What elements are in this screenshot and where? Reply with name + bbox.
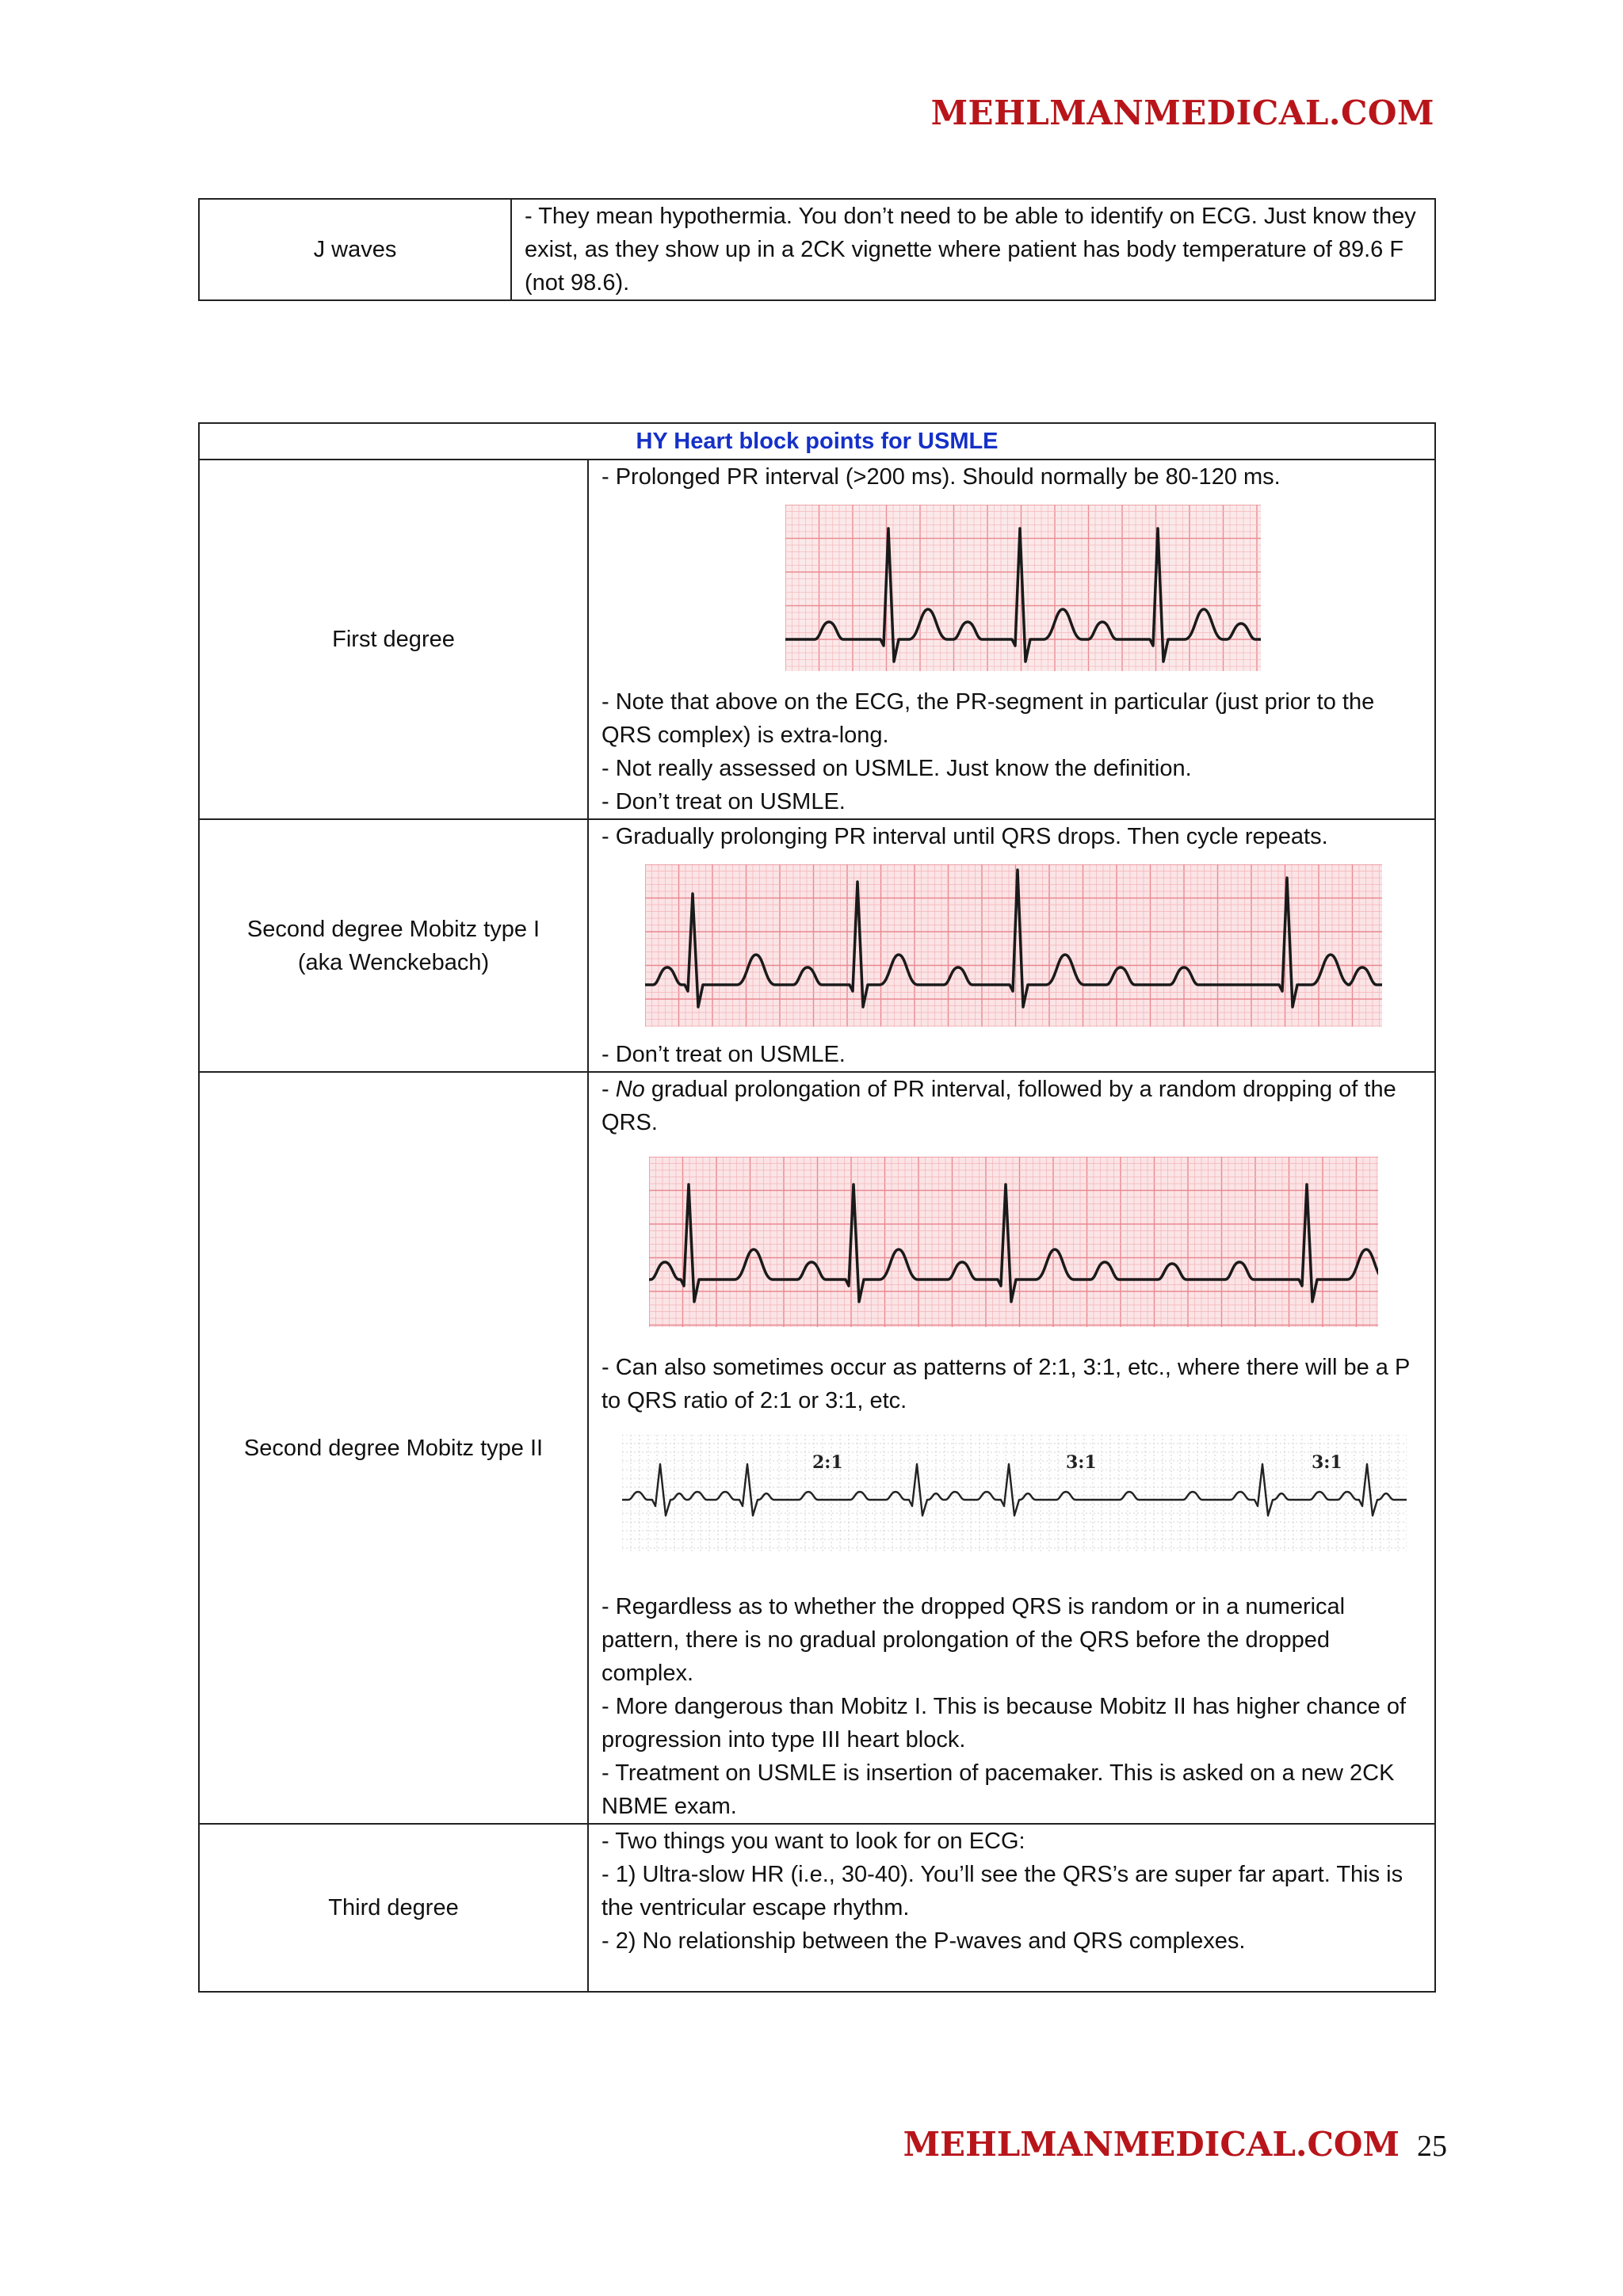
mobitz-2-line: - No gradual prolongation of PR interval, followed by a random dropping of the QRS.	[601, 1077, 1396, 1135]
mobitz-2-label: Second degree Mobitz type II	[199, 1072, 588, 1824]
mobitz-1-label	[199, 819, 588, 1072]
first-degree-line: - Prolonged PR interval (>200 ms). Should normally be 80-120 ms.	[601, 464, 1281, 490]
mobitz-1-label-line: (aka Wenckebach)	[297, 949, 490, 975]
third-degree-line: - 2) No relationship between the P-waves and QRS complexes.	[601, 1928, 1246, 1954]
mobitz-2-line: - Regardless as to whether the dropped QRS is random or in a numerical pattern, there is no gradual prolongation of the QRS before the dropped complex.	[601, 1594, 1346, 1686]
first-degree-label: First degree	[199, 460, 588, 819]
heart-block-title: HY Heart block points for USMLE	[199, 423, 1435, 460]
ratio-label: 3:1	[1312, 1452, 1342, 1473]
third-degree-content	[588, 1824, 1435, 1992]
first-degree-line: - Don’t treat on USMLE.	[601, 789, 846, 814]
first-degree-ecg	[601, 505, 1422, 671]
mobitz-2-ecg-strip	[649, 1157, 1378, 1327]
j-waves-text: - They mean hypothermia. You don’t need to be able to identify on ECG. Just know they exist, as they show up in a 2CK vignette where patient has body temperature of 89.6 F (not 98.6).	[511, 199, 1435, 300]
third-degree-line: - Two things you want to look for on ECG:	[601, 1829, 1025, 1854]
first-degree-line: - Not really assessed on USMLE. Just know the definition.	[601, 756, 1192, 781]
brand-footer: MEHLMANMEDICAL.COM	[903, 2125, 1400, 2164]
mobitz-1-label-line: Second degree Mobitz type I	[246, 916, 540, 942]
first-degree-ecg-strip	[785, 505, 1261, 671]
j-waves-label: J waves	[199, 199, 511, 300]
first-degree-line: - Note that above on the ECG, the PR-segment in particular (just prior to the QRS complex) is extra-long.	[601, 689, 1375, 748]
mobitz-1-content	[588, 819, 1435, 1072]
brand-header: MEHLMANMEDICAL.COM	[930, 93, 1434, 132]
mobitz-2-line: - Treatment on USMLE is insertion of pacemaker. This is asked on a new 2CK NBME exam.	[601, 1760, 1395, 1819]
mobitz-2-line: - More dangerous than Mobitz I. This is because Mobitz II has higher chance of progression into type III heart block.	[601, 1694, 1406, 1753]
mobitz-2-content	[588, 1072, 1435, 1824]
page-footer	[903, 2125, 1447, 2164]
j-waves-table	[198, 198, 1436, 301]
mobitz-1-ecg-strip	[645, 864, 1382, 1027]
mobitz-2-emphasis: No	[615, 1077, 645, 1102]
mobitz-1-line: - Gradually prolonging PR interval until QRS drops. Then cycle repeats.	[601, 824, 1328, 849]
mobitz-1-line: - Don’t treat on USMLE.	[601, 1042, 846, 1067]
heart-block-table	[198, 422, 1436, 1993]
mobitz-2-line-rest: gradual prolongation of PR interval, followed by a random dropping of the QRS.	[601, 1077, 1396, 1135]
mobitz-2-line: - Can also sometimes occur as patterns of 2:1, 3:1, etc., where there will be a P to QRS ratio of 2:1 or 3:1, etc.	[601, 1355, 1410, 1413]
ratio-label: 3:1	[1066, 1452, 1097, 1473]
first-degree-content	[588, 460, 1435, 819]
page-number: 25	[1417, 2130, 1447, 2163]
third-degree-line: - 1) Ultra-slow HR (i.e., 30-40). You’ll see the QRS’s are super far apart. This is the ventricular escape rhythm.	[601, 1862, 1403, 1920]
mobitz-2-ratio-ecg-strip	[622, 1435, 1407, 1554]
ratio-label: 2:1	[812, 1452, 843, 1473]
third-degree-label: Third degree	[199, 1824, 588, 1992]
